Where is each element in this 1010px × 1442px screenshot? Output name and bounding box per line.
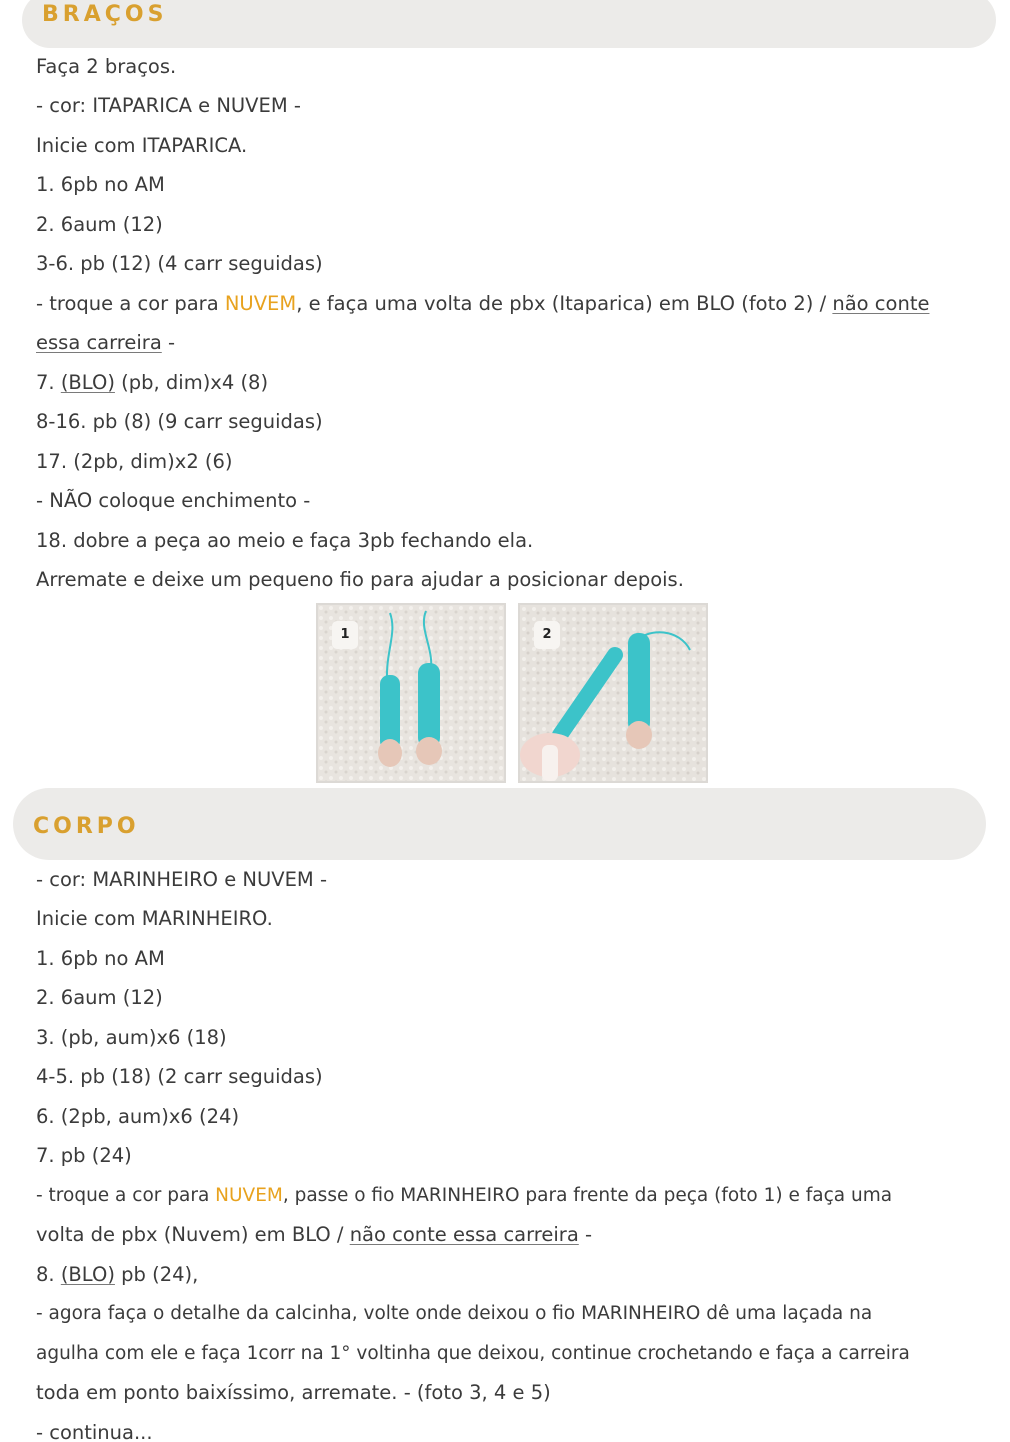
instruction-text: - bbox=[578, 1223, 593, 1246]
instruction-text: - bbox=[161, 331, 176, 354]
instruction-line: 18. dobre a peça ao meio e faça 3pb fechando ela. bbox=[36, 529, 534, 552]
instruction-line: 2. 6aum (12) bbox=[36, 986, 163, 1009]
instruction-line: - cor: MARINHEIRO e NUVEM - bbox=[36, 868, 327, 891]
instruction-line: Inicie com ITAPARICA. bbox=[36, 134, 248, 157]
photo-number-badge: 1 bbox=[332, 621, 358, 649]
underlined-text: não conte bbox=[832, 292, 930, 315]
instruction-text: 7. bbox=[36, 371, 61, 394]
instruction-line: 7. pb (24) bbox=[36, 1144, 132, 1167]
section-title-bracos: BRAÇOS bbox=[42, 2, 168, 27]
instruction-line: 1. 6pb no AM bbox=[36, 947, 165, 970]
instruction-line: 8-16. pb (8) (9 carr seguidas) bbox=[36, 410, 323, 433]
underlined-text: (BLO) bbox=[60, 371, 115, 394]
instruction-line: - agora faça o detalhe da calcinha, volte onde deixou o fio MARINHEIRO dê uma laçada na bbox=[36, 1303, 873, 1324]
instruction-line: 4-5. pb (18) (2 carr seguidas) bbox=[36, 1065, 323, 1088]
section-title-corpo: CORPO bbox=[33, 814, 140, 839]
photo-arms-2 bbox=[518, 603, 708, 783]
instruction-line bbox=[36, 370, 268, 396]
instruction-text: (pb, dim)x4 (8) bbox=[114, 371, 269, 394]
instruction-line: 3-6. pb (12) (4 carr seguidas) bbox=[36, 252, 323, 275]
instruction-line: - continua... bbox=[36, 1421, 153, 1442]
section-header-bracos bbox=[22, 0, 996, 48]
instruction-line: 17. (2pb, dim)x2 (6) bbox=[36, 450, 233, 473]
instruction-line bbox=[36, 291, 929, 317]
instruction-line: Arremate e deixe um pequeno fio para ajudar a posicionar depois. bbox=[36, 568, 684, 591]
instruction-line: agulha com ele e faça 1corr na 1° voltinha que deixou, continue crochetando e faça a carreira bbox=[36, 1343, 910, 1364]
underlined-text: não conte essa carreira bbox=[349, 1223, 579, 1246]
instruction-text: - troque a cor para bbox=[36, 1185, 216, 1206]
instruction-line: - NÃO coloque enchimento - bbox=[36, 489, 311, 512]
instruction-line bbox=[36, 1222, 592, 1248]
instruction-text: pb (24), bbox=[114, 1263, 199, 1286]
photo-number-badge: 2 bbox=[534, 621, 560, 649]
underlined-text: essa carreira bbox=[36, 331, 162, 354]
instruction-text: 8. bbox=[36, 1263, 61, 1286]
instruction-text: - troque a cor para bbox=[36, 292, 225, 315]
color-highlight: NUVEM bbox=[224, 292, 297, 315]
instruction-line: 1. 6pb no AM bbox=[36, 173, 165, 196]
instruction-line: Faça 2 braços. bbox=[36, 55, 177, 78]
instruction-text: , passe o fio MARINHEIRO para frente da peça (foto 1) e faça uma bbox=[282, 1185, 893, 1206]
instruction-line: 6. (2pb, aum)x6 (24) bbox=[36, 1105, 240, 1128]
instruction-line bbox=[36, 1262, 198, 1288]
photo-arms-1 bbox=[316, 603, 506, 783]
instruction-line: toda em ponto baixíssimo, arremate. - (foto 3, 4 e 5) bbox=[36, 1381, 551, 1404]
color-highlight: NUVEM bbox=[215, 1185, 283, 1206]
instruction-text: volta de pbx (Nuvem) em BLO / bbox=[36, 1223, 350, 1246]
instruction-line bbox=[36, 330, 175, 356]
underlined-text: (BLO) bbox=[60, 1263, 115, 1286]
instruction-line: 3. (pb, aum)x6 (18) bbox=[36, 1026, 227, 1049]
section-header-corpo bbox=[13, 788, 986, 860]
instruction-line: 2. 6aum (12) bbox=[36, 213, 163, 236]
instruction-line bbox=[36, 1183, 892, 1209]
instruction-line: - cor: ITAPARICA e NUVEM - bbox=[36, 94, 301, 117]
instruction-line: Inicie com MARINHEIRO. bbox=[36, 907, 273, 930]
instruction-text: , e faça uma volta de pbx (Itaparica) em BLO (foto 2) / bbox=[296, 292, 833, 315]
